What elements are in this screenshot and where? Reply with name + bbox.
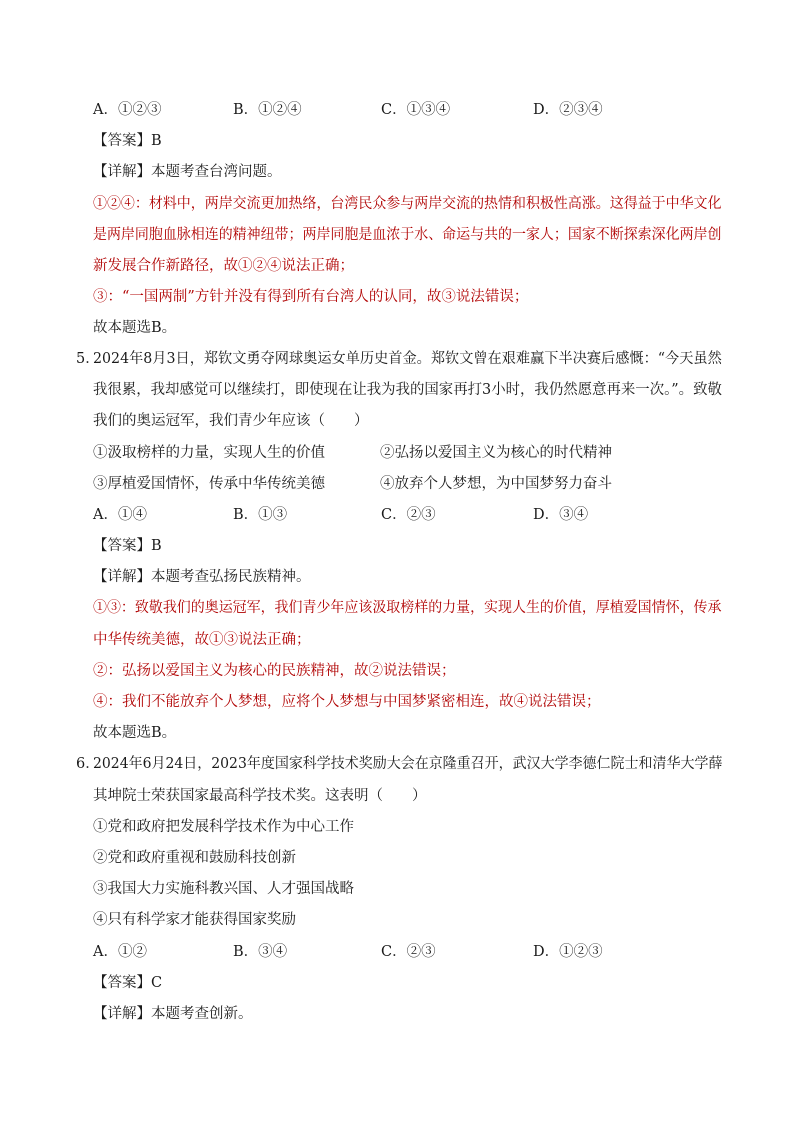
q5-option-b: B．①③ — [233, 507, 288, 523]
q5-stem-line: 我很累，我却感觉可以继续打，即使现在让我为我的国家再打3小时，我仍然愿意再来一次。”。致敬 — [93, 382, 722, 398]
q5-statement-row — [93, 443, 733, 463]
q5-answer: 【答案】B — [93, 538, 162, 554]
q5-analysis-line: ②：弘扬以爱国主义为核心的民族精神，故②说法错误； — [93, 663, 456, 679]
q5-analysis-line: ④：我们不能放弃个人梦想，应将个人梦想与中国梦紧密相连，故④说法错误； — [93, 694, 601, 710]
q6-statement-4: ④只有科学家才能获得国家奖励 — [93, 912, 296, 928]
q5-analysis-line: ①③：致敬我们的奥运冠军，我们青少年应该汲取榜样的力量，实现人生的价值，厚植爱国情怀，传承 — [93, 600, 722, 616]
q4-option-c: C．①③④ — [381, 102, 451, 118]
q4-analysis-line: 新发展合作新路径，故①②④说法正确； — [93, 258, 354, 274]
q6-detail: 【详解】本题考查创新。 — [93, 1006, 253, 1022]
q5-conclusion: 故本题选B。 — [93, 725, 177, 741]
q6-options — [93, 942, 733, 962]
q6-statement-3: ③我国大力实施科教兴国、人才强国战略 — [93, 881, 354, 897]
q6-option-b: B．③④ — [233, 944, 288, 960]
q5-detail: 【详解】本题考查弘扬民族精神。 — [93, 569, 311, 585]
q4-options — [93, 100, 733, 120]
q5-options — [93, 505, 733, 525]
q6-statement-2: ②党和政府重视和鼓励科技创新 — [93, 850, 296, 866]
q6-stem-line: 2024年6月24日，2023年度国家科学技术奖励大会在京隆重召开，武汉大学李德仁院士和清华大学薛 — [93, 756, 723, 772]
q4-option-a: A．①②③ — [93, 102, 162, 118]
q4-analysis-line: ①②④：材料中，两岸交流更加热络，台湾民众参与两岸交流的热情和积极性高涨。这得益于中华文化 — [93, 196, 722, 212]
q5-statement-4: ④放弃个人梦想，为中国梦努力奋斗 — [380, 476, 612, 492]
q6-statement-1: ①党和政府把发展科学技术作为中心工作 — [93, 819, 354, 835]
q4-option-d: D．②③④ — [533, 102, 603, 118]
q6-option-c: C．②③ — [381, 944, 436, 960]
q5-option-c: C．②③ — [381, 507, 436, 523]
q5-stem-line: 2024年8月3日，郑钦文勇夺网球奥运女单历史首金。郑钦文曾在艰难赢下半决赛后感慨：“今天虽然 — [93, 351, 722, 367]
q6-stem-line: 其坤院士荣获国家最高科学技术奖。这表明（ ） — [93, 788, 427, 804]
q5-number: 5． — [76, 351, 100, 367]
q4-detail: 【详解】本题考查台湾问题。 — [93, 164, 282, 180]
q5-statement-3: ③厚植爱国情怀，传承中华传统美德 — [93, 476, 325, 492]
q5-option-a: A．①④ — [93, 507, 147, 523]
q4-answer: 【答案】B — [93, 133, 162, 149]
q4-analysis-line: 是两岸同胞血脉相连的精神纽带；两岸同胞是血浓于水、命运与共的一家人；国家不断探索深化两岸创 — [93, 227, 722, 243]
q6-option-a: A．①② — [93, 944, 147, 960]
q6-option-d: D．①②③ — [533, 944, 603, 960]
q4-option-b: B．①②④ — [233, 102, 302, 118]
q6-answer: 【答案】C — [93, 975, 163, 991]
q5-statement-1: ①汲取榜样的力量，实现人生的价值 — [93, 445, 325, 461]
q5-analysis-line: 中华传统美德，故①③说法正确； — [93, 632, 311, 648]
q5-statement-2: ②弘扬以爱国主义为核心的时代精神 — [380, 445, 612, 461]
q5-stem-line: 我们的奥运冠军，我们青少年应该（ ） — [93, 413, 369, 429]
q4-conclusion: 故本题选B。 — [93, 320, 177, 336]
q6-number: 6． — [76, 756, 100, 772]
q5-option-d: D．③④ — [533, 507, 589, 523]
q5-statement-row — [93, 474, 733, 494]
q4-analysis-line: ③：“一国两制”方针并没有得到所有台湾人的认同，故③说法错误； — [93, 289, 529, 305]
